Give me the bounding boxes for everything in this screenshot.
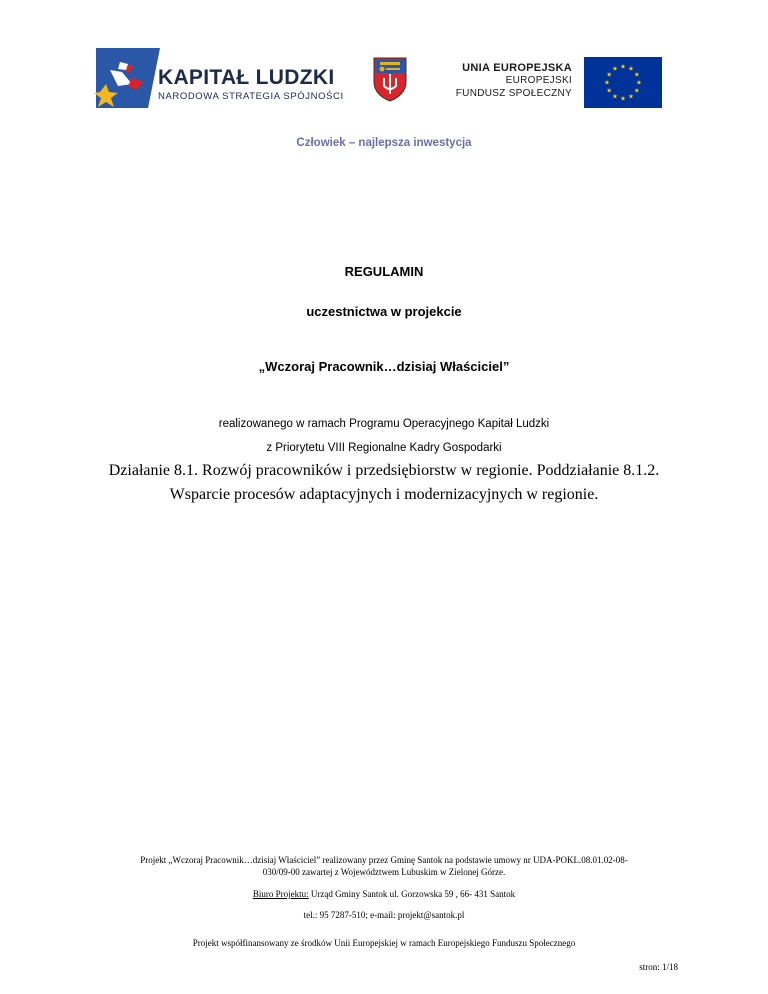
- footer-contact: tel.: 95 7287-510; e-mail: projekt@santok.pl: [303, 910, 465, 920]
- footer-project-line2: 030/09-00 zawartej z Województwem Lubuskim w Zielonej Górze.: [262, 867, 506, 877]
- kapital-ludzki-title: KAPITAŁ LUDZKI: [158, 66, 335, 89]
- program-line: realizowanego w ramach Programu Operacyjnego Kapitał Ludzki: [218, 418, 550, 430]
- coat-of-arms-icon: [372, 56, 408, 102]
- eu-fund-text: [456, 62, 572, 100]
- eu-fund-line1: EUROPEJSKI: [505, 75, 572, 86]
- document-subtitle: uczestnictwa w projekcie: [306, 304, 462, 319]
- footer-office: [0, 889, 768, 899]
- measure-line: Działanie 8.1. Rozwój pracowników i przedsiębiorstw w regionie. Poddziałanie 8.1.2.: [108, 462, 660, 479]
- page-number: stron: 1/18: [639, 962, 678, 972]
- priority-line: z Priorytetu VIII Regionalne Kadry Gospodarki: [266, 442, 502, 454]
- project-name: „Wczoraj Pracownik…dzisiaj Właściciel”: [258, 359, 510, 374]
- eu-flag-icon: [584, 57, 662, 108]
- eu-fund-line2: FUNDUSZ SPOŁECZNY: [455, 88, 572, 99]
- submeasure-line: Wsparcie procesów adaptacyjnych i modernizacyjnych w regionie.: [169, 486, 599, 503]
- office-address: Urząd Gminy Santok ul. Gorzowska 59 , 66- 431 Santok: [308, 889, 516, 899]
- footer-cofinanced: Projekt współfinansowany ze środków Unii Europejskiej w ramach Europejskiego Funduszu Społecznego: [192, 938, 576, 948]
- office-label: Biuro Projektu:: [252, 889, 309, 899]
- tagline: Człowiek – najlepsza inwestycja: [296, 137, 472, 149]
- document-title: REGULAMIN: [344, 264, 424, 279]
- footer-project-line1: Projekt „Wczoraj Pracownik…dzisiaj Właściciel” realizowany przez Gminę Santok na podstawie umowy nr UDA-POKL.08.01.02-08-: [140, 855, 628, 865]
- eu-name: UNIA EUROPEJSKA: [462, 62, 572, 74]
- kapital-ludzki-subtitle: NARODOWA STRATEGIA SPÓJNOŚCI: [158, 91, 344, 102]
